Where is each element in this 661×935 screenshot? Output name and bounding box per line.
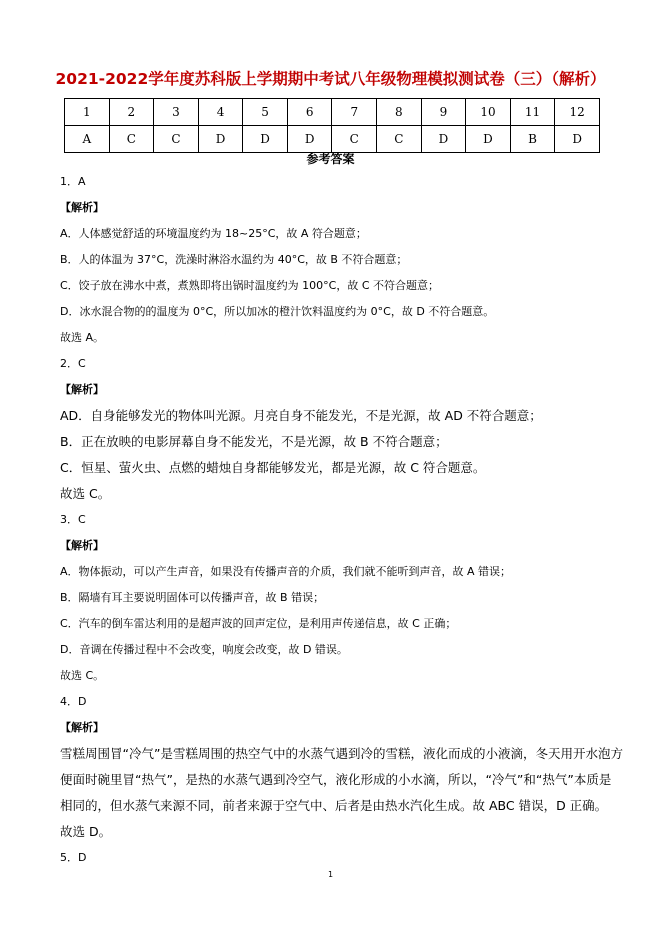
- question-number-cell: 2: [109, 99, 154, 126]
- question-number: 4．D: [60, 695, 87, 708]
- conclusion-text: 故选 D。: [60, 824, 112, 839]
- analysis-text: C．恒星、萤火虫、点燃的蜡烛自身都能够发光，都是光源，故 C 符合题意。: [60, 460, 486, 475]
- analysis-text: B．人的体温为 37°C，洗澡时淋浴水温约为 40°C，故 B 不符合题意；: [60, 253, 408, 266]
- analysis-text: 雪糕周围冒“冷气”是雪糕周围的热空气中的水蒸气遇到冷的雪糕，液化而成的小液滴，冬天用开水泡方: [60, 746, 623, 761]
- answer-cell: A: [65, 126, 110, 153]
- answer-cell: D: [243, 126, 288, 153]
- analysis-text: D．冰水混合物的的温度为 0°C，所以加冰的橙汁饮料温度约为 0°C，故 D 不符合题意。: [60, 305, 495, 318]
- answer-cell: C: [377, 126, 422, 153]
- question-number-cell: 11: [510, 99, 555, 126]
- analysis-label: 【解析】: [60, 721, 104, 734]
- analysis-text: 相同的，但水蒸气来源不同，前者来源于空气中、后者是由热水汽化生成。故 ABC 错误，D 正确。: [60, 798, 608, 813]
- question-number-cell: 7: [332, 99, 377, 126]
- question-number-cell: 1: [65, 99, 110, 126]
- analysis-text: C．饺子放在沸水中煮，煮熟即将出锅时温度约为 100°C，故 C 不符合题意；: [60, 279, 440, 292]
- question-number-cell: 3: [154, 99, 199, 126]
- analysis-text: C．汽车的倒车雷达利用的是超声波的回声定位，是利用声传递信息，故 C 正确；: [60, 617, 457, 630]
- analysis-text: B．正在放映的电影屏幕自身不能发光，不是光源，故 B 不符合题意；: [60, 434, 448, 449]
- question-number-cell: 6: [287, 99, 332, 126]
- analysis-text: A．物体振动，可以产生声音，如果没有传播声音的介质，我们就不能听到声音，故 A 错误；: [60, 565, 512, 578]
- question-number: 3．C: [60, 513, 86, 526]
- analysis-text: B．隔墙有耳主要说明固体可以传播声音，故 B 错误；: [60, 591, 325, 604]
- conclusion-text: 故选 C。: [60, 669, 105, 682]
- answer-cell: B: [510, 126, 555, 153]
- answer-cell: C: [332, 126, 377, 153]
- analysis-label: 【解析】: [60, 539, 104, 552]
- question-number-cell: 12: [555, 99, 600, 126]
- conclusion-text: 故选 A。: [60, 331, 105, 344]
- answer-cell: D: [466, 126, 511, 153]
- question-number-cell: 10: [466, 99, 511, 126]
- question-number-cell: 4: [198, 99, 243, 126]
- question-number: 1．A: [60, 175, 86, 188]
- answer-cell: C: [154, 126, 199, 153]
- question-number-cell: 5: [243, 99, 288, 126]
- answer-table-answer-row: [65, 126, 600, 153]
- question-number: 2．C: [60, 357, 86, 370]
- question-number-cell: 9: [421, 99, 466, 126]
- analysis-label: 【解析】: [60, 383, 104, 396]
- analysis-text: D．音调在传播过程中不会改变，响度会改变，故 D 错误。: [60, 643, 348, 656]
- answer-cell: D: [555, 126, 600, 153]
- answer-cell: C: [109, 126, 154, 153]
- question-number-cell: 8: [377, 99, 422, 126]
- answer-cell: D: [287, 126, 332, 153]
- answer-table: [64, 98, 600, 153]
- document-title: 2021-2022学年度苏科版上学期期中考试八年级物理模拟测试卷（三）（解析）: [55, 70, 606, 88]
- analysis-label: 【解析】: [60, 201, 104, 214]
- page-number: 1: [327, 870, 334, 879]
- question-number: 5．D: [60, 851, 87, 864]
- answer-cell: D: [421, 126, 466, 153]
- answer-cell: D: [198, 126, 243, 153]
- answer-table-number-row: [65, 99, 600, 126]
- analysis-text: A．人体感觉舒适的环境温度约为 18~25°C，故 A 符合题意；: [60, 227, 367, 240]
- analysis-text: AD．自身能够发光的物体叫光源。月亮自身不能发光，不是光源，故 AD 不符合题意；: [60, 408, 542, 423]
- conclusion-text: 故选 C。: [60, 486, 111, 501]
- section-heading: 参考答案: [306, 152, 355, 166]
- analysis-text: 便面时碗里冒“热气”，是热的水蒸气遇到冷空气，液化形成的小水滴，所以，“冷气”和“热气”本质是: [60, 772, 612, 787]
